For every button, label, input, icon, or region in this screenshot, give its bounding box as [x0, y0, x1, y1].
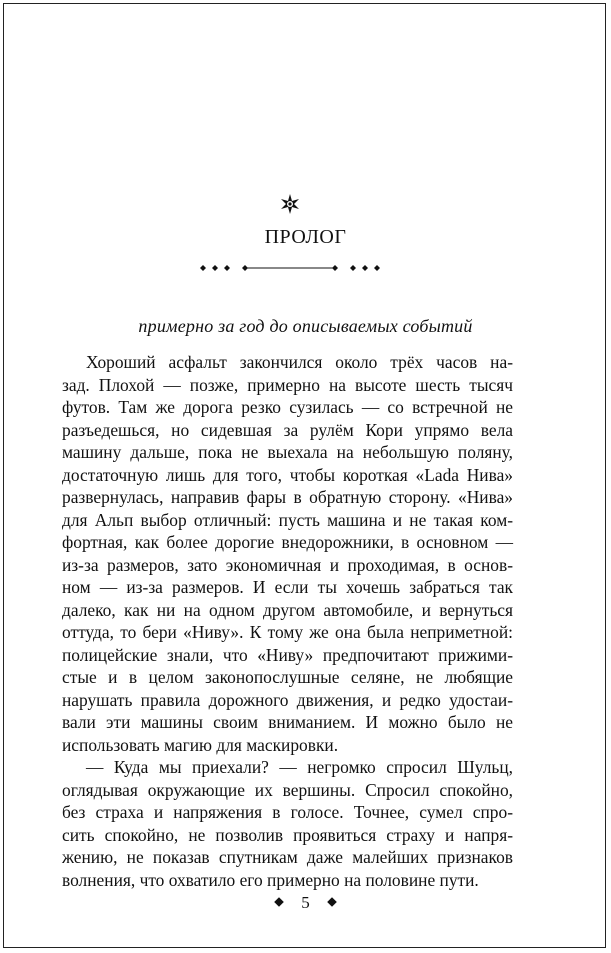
text-line: оттуда, то бери «Ниву». К тому же она была неприметной:: [62, 622, 513, 642]
text-line: полицейские знали, что «Ниву» предпочитают прижими-: [62, 644, 513, 665]
text-line: развернулась, направив фары в обратную сторону. «Нива»: [62, 487, 513, 507]
text-line: стые и в целом законопослушные селяне, не любящие: [62, 667, 513, 687]
text-line: Хороший асфальт закончился около трёх часов на-: [86, 352, 513, 372]
text-line: зад. Плохой — позже, примерно на высоте шесть тысяч: [62, 374, 513, 395]
dotted-rule-ornament: [195, 262, 385, 274]
diamond-icon: [327, 897, 337, 907]
chapter-title: ПРОЛОГ: [264, 226, 347, 248]
body-text: [62, 351, 513, 891]
star-ornament-icon: [279, 193, 301, 215]
text-line: разъедешься, но сидевшая за рулём Кори упрямо вела: [62, 419, 513, 440]
page-footer: [0, 893, 611, 913]
text-line: достаточную лишь для того, чтобы короткая «Lada Нива»: [62, 464, 513, 485]
text-line: машину дальше, пока не выехала на небольшую поляну,: [62, 442, 513, 462]
text-line: футов. Там же дорога резко сузилась — со встречной не: [62, 397, 513, 417]
chapter-subtitle: примерно за год до описываемых событий: [138, 316, 473, 336]
text-line: использовать магию для маскировки.: [62, 734, 339, 755]
text-line: фортная, как более дорогие внедорожники, в основном —: [62, 532, 513, 552]
text-line: волнения, что охватило его примерно на половине пути.: [62, 869, 479, 890]
text-line: жению, не показав спутникам даже малейших признаков: [62, 847, 513, 867]
text-line: из-за размеров, зато экономичная и проходимая, в основ-: [62, 554, 513, 575]
page-number: 5: [301, 893, 310, 912]
text-line: вали эти машины своим вниманием. И можно было не: [62, 712, 513, 732]
text-line: — Куда мы приехали? — негромко спросил Шульц,: [86, 757, 513, 777]
text-line: без страха и напряжения в голосе. Точнее, сумел спро-: [62, 802, 513, 822]
text-line: нарушать правила дорожного движения, и редко удостаи-: [62, 689, 513, 710]
diamond-icon: [274, 897, 284, 907]
text-line: для Альп выбор отличный: пусть машина и не такая ком-: [62, 509, 513, 530]
text-line: далеко, как ни на одном другом автомобиле, и вернуться: [62, 599, 513, 620]
paragraph: [62, 351, 513, 756]
paragraph: [62, 756, 513, 891]
text-line: сить спокойно, не позволив проявиться страху и напря-: [62, 824, 513, 845]
text-line: ном — из-за размеров. И если ты хочешь забраться так: [62, 577, 513, 597]
text-line: оглядывая окружающие их вершины. Спросил спокойно,: [62, 779, 513, 800]
